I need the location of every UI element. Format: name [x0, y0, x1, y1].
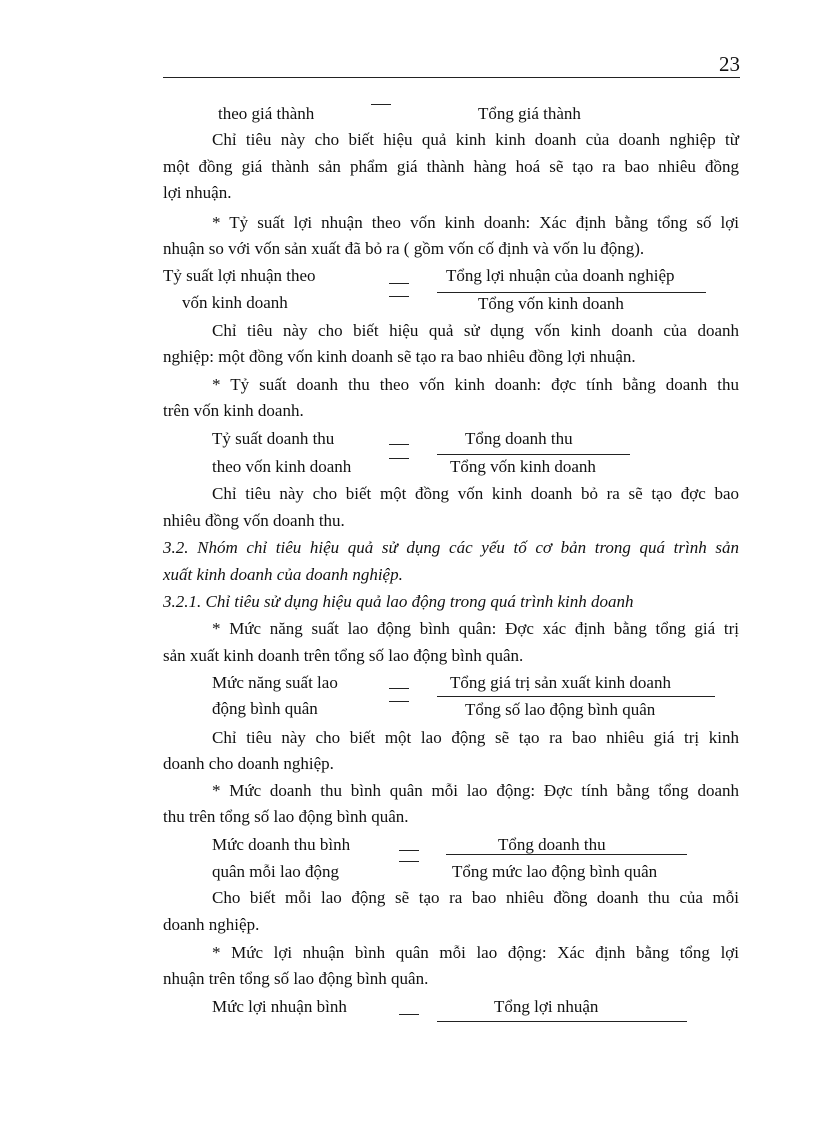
- paragraph-line: nhuận so với vốn sản xuất đã bỏ ra ( gồm vốn cố định và vốn lu động).: [163, 239, 645, 258]
- paragraph-line: * Mức năng suất lao động bình quân: Đợc xác định bằng tổng giá trị: [212, 619, 739, 638]
- paragraph-line: Chỉ tiêu này cho biết một đồng vốn kinh doanh bỏ ra sẽ tạo đợc bao: [212, 484, 739, 503]
- formula-numerator: Tổng doanh thu: [465, 429, 573, 448]
- equals-dash: [389, 296, 409, 297]
- paragraph-line: thu trên tổng số lao động bình quân.: [163, 807, 409, 826]
- equals-dash: [389, 458, 409, 459]
- equals-dash: [389, 688, 409, 689]
- formula-label: Mức lợi nhuận bình: [212, 997, 347, 1016]
- fraction-bar: [446, 854, 687, 855]
- paragraph-line: doanh nghiệp.: [163, 915, 260, 934]
- paragraph-line: Chỉ tiêu này cho biết hiệu quả kinh kinh doanh của doanh nghiệp từ: [212, 130, 739, 149]
- formula-label: theo vốn kinh doanh: [212, 457, 352, 476]
- formula-numerator: Tổng lợi nhuận: [494, 997, 599, 1016]
- fraction-bar: [437, 1021, 687, 1022]
- equals-dash: [399, 850, 419, 851]
- formula-label: quân mỗi lao động: [212, 862, 340, 881]
- equals-dash: [399, 861, 419, 862]
- formula-denominator: Tổng vốn kinh doanh: [478, 294, 624, 313]
- equals-dash: [371, 104, 391, 105]
- equals-dash: [389, 283, 409, 284]
- page-number: 23: [719, 52, 740, 76]
- paragraph-line: Cho biết mỗi lao động sẽ tạo ra bao nhiêu đồng doanh thu của mỗi: [212, 888, 739, 907]
- formula-label: Tỷ suất lợi nhuận theo: [163, 266, 316, 285]
- formula-denominator: Tổng vốn kinh doanh: [450, 457, 596, 476]
- paragraph-line: lợi nhuận.: [163, 183, 232, 202]
- paragraph-line: Chỉ tiêu này cho biết một lao động sẽ tạo ra bao nhiêu giá trị kinh: [212, 728, 739, 747]
- fraction-bar: [437, 454, 630, 455]
- paragraph-line: * Tỷ suất doanh thu theo vốn kinh doanh: đợc tính bằng doanh thu: [212, 375, 739, 394]
- paragraph-line: nghiệp: một đồng vốn kinh doanh sẽ tạo ra bao nhiêu đồng lợi nhuận.: [163, 347, 636, 366]
- equals-dash: [389, 701, 409, 702]
- paragraph-line: * Tỷ suất lợi nhuận theo vốn kinh doanh: Xác định bằng tổng số lợi: [212, 213, 739, 232]
- paragraph-line: một đồng giá thành sản phẩm giá thành hàng hoá sẽ tạo ra bao nhiêu đồng: [163, 157, 739, 176]
- formula-numerator: Tổng lợi nhuận của doanh nghiệp: [446, 266, 675, 285]
- paragraph-line: * Mức lợi nhuận bình quân mỗi lao động: Xác định bằng tổng lợi: [212, 943, 739, 962]
- equals-dash: [389, 444, 409, 445]
- paragraph-line: sản xuất kinh doanh trên tổng số lao động bình quân.: [163, 646, 524, 665]
- subsection-heading: 3.2.1. Chỉ tiêu sử dụng hiệu quả lao động trong quá trình kinh doanh: [163, 592, 634, 611]
- header-rule: [163, 77, 740, 78]
- paragraph-line: doanh cho doanh nghiệp.: [163, 754, 334, 773]
- formula-label: Mức doanh thu bình: [212, 835, 351, 854]
- fraction-bar: [437, 696, 715, 697]
- formula-label: động bình quân: [212, 699, 318, 718]
- paragraph-line: nhuận trên tổng số lao động bình quân.: [163, 969, 429, 988]
- equals-dash: [399, 1014, 419, 1015]
- paragraph-line: * Mức doanh thu bình quân mỗi lao động: Đợc tính bằng tổng doanh: [212, 781, 739, 800]
- formula-label: theo giá thành: [218, 104, 315, 123]
- formula-numerator: Tổng giá trị sản xuất kinh doanh: [450, 673, 671, 692]
- paragraph-line: trên vốn kinh doanh.: [163, 401, 304, 420]
- formula-denominator: Tổng giá thành: [478, 104, 581, 123]
- formula-denominator: Tổng mức lao động bình quân: [452, 862, 658, 881]
- formula-label: Mức năng suất lao: [212, 673, 338, 692]
- section-heading: 3.2. Nhóm chỉ tiêu hiệu quả sử dụng các yếu tố cơ bản trong quá trình sản: [163, 538, 739, 557]
- formula-label: vốn kinh doanh: [182, 293, 288, 312]
- formula-label: Tỷ suất doanh thu: [212, 429, 335, 448]
- formula-numerator: Tổng doanh thu: [498, 835, 606, 854]
- formula-denominator: Tổng số lao động bình quân: [465, 700, 656, 719]
- paragraph-line: nhiêu đồng vốn doanh thu.: [163, 511, 345, 530]
- paragraph-line: Chỉ tiêu này cho biết hiệu quả sử dụng vốn kinh doanh của doanh: [212, 321, 739, 340]
- section-heading: xuất kinh doanh của doanh nghiệp.: [163, 565, 403, 584]
